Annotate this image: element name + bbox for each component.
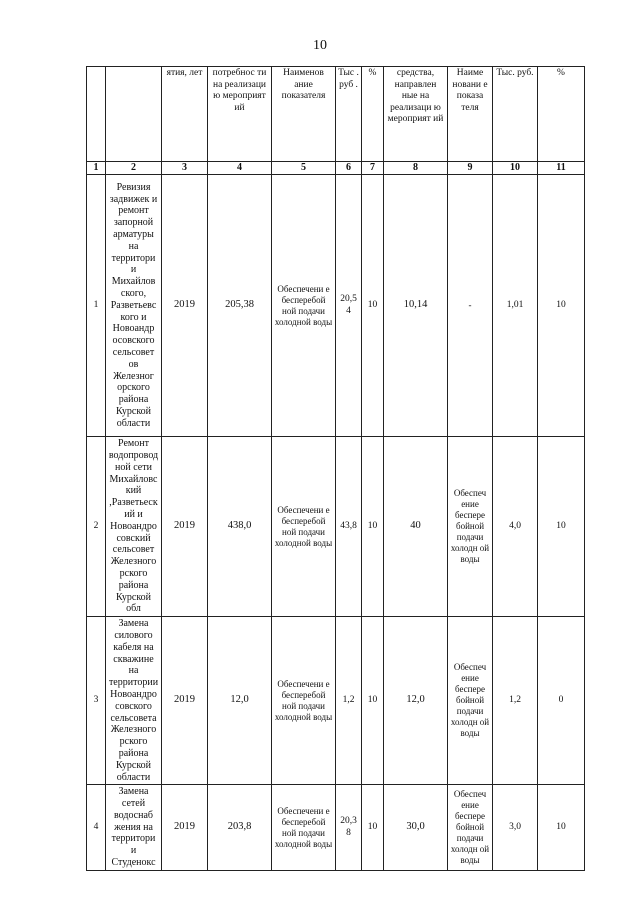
funds-cell: 30,0 — [384, 785, 448, 871]
column-number: 4 — [208, 162, 272, 175]
table-row — [87, 437, 585, 617]
header-cell: потребнос ти на реализаци ю мероприят ий — [208, 67, 272, 162]
indicator-cell: Обеспечени е бесперебой ной подачи холодной воды — [272, 437, 336, 617]
indicator2-cell: Обеспеч ение беспере бойной подачи холодн ой воды — [448, 785, 493, 871]
column-number: 7 — [362, 162, 384, 175]
table-row — [87, 785, 585, 871]
column-number: 1 — [87, 162, 106, 175]
column-number: 3 — [162, 162, 208, 175]
percent-cell: 10 — [362, 617, 384, 785]
indicator-cell: Обеспечени е бесперебой ной подачи холодной воды — [272, 785, 336, 871]
column-number: 10 — [493, 162, 538, 175]
need-cell: 12,0 — [208, 617, 272, 785]
thousand-rub-cell: 20,5 4 — [336, 175, 362, 437]
header-cell: Наименов ание показателя — [272, 67, 336, 162]
year-cell: 2019 — [162, 175, 208, 437]
percent-cell: 10 — [362, 785, 384, 871]
header-cell: % — [362, 67, 384, 162]
funds-cell: 40 — [384, 437, 448, 617]
measure-name: Ремонт водопровод ной сети Михайловс кий ,Разветьеск ий и Новоандро совский сельсовет Железного рского района Курской обл — [106, 437, 162, 617]
column-number: 11 — [538, 162, 585, 175]
indicator2-cell: - — [448, 175, 493, 437]
header-row — [87, 67, 585, 162]
indicator-cell: Обеспечени е бесперебой ной подачи холодной воды — [272, 617, 336, 785]
year-cell: 2019 — [162, 785, 208, 871]
thousand-rub-cell: 43,8 — [336, 437, 362, 617]
column-number: 6 — [336, 162, 362, 175]
column-number: 5 — [272, 162, 336, 175]
funds-cell: 12,0 — [384, 617, 448, 785]
header-cell: % — [538, 67, 585, 162]
thousand-rub2-cell: 1,01 — [493, 175, 538, 437]
year-cell: 2019 — [162, 617, 208, 785]
thousand-rub2-cell: 3,0 — [493, 785, 538, 871]
need-cell: 203,8 — [208, 785, 272, 871]
row-number: 1 — [87, 175, 106, 437]
header-cell: Тыс. руб. — [493, 67, 538, 162]
thousand-rub-cell: 20,3 8 — [336, 785, 362, 871]
percent2-cell: 10 — [538, 437, 585, 617]
row-number: 4 — [87, 785, 106, 871]
percent2-cell: 0 — [538, 617, 585, 785]
page-number: 10 — [313, 38, 327, 53]
funds-cell: 10,14 — [384, 175, 448, 437]
year-cell: 2019 — [162, 437, 208, 617]
indicator-cell: Обеспечени е бесперебой ной подачи холодной воды — [272, 175, 336, 437]
header-cell — [106, 67, 162, 162]
table-row — [87, 617, 585, 785]
measure-name: Замена силового кабеля на скважине на территории Новоандро совского сельсовета Железного рского района Курской области — [106, 617, 162, 785]
header-cell: средства, направлен ные на реализаци ю мероприят ий — [384, 67, 448, 162]
column-number-row — [87, 162, 585, 175]
header-cell: Тыс . руб . — [336, 67, 362, 162]
indicator2-cell: Обеспеч ение беспере бойной подачи холодн ой воды — [448, 437, 493, 617]
percent2-cell: 10 — [538, 785, 585, 871]
need-cell: 205,38 — [208, 175, 272, 437]
thousand-rub-cell: 1,2 — [336, 617, 362, 785]
indicator2-cell: Обеспеч ение беспере бойной подачи холодн ой воды — [448, 617, 493, 785]
row-number: 2 — [87, 437, 106, 617]
column-number: 2 — [106, 162, 162, 175]
measure-name: Ревизия задвижек и ремонт запорной арматуры на территори и Михайлов ского, Разветьевс кого и Новоандр осовского сельсовет ов Железног орского района Курской области — [106, 175, 162, 437]
measures-table — [86, 66, 585, 871]
percent-cell: 10 — [362, 437, 384, 617]
percent2-cell: 10 — [538, 175, 585, 437]
header-cell — [87, 67, 106, 162]
column-number: 8 — [384, 162, 448, 175]
column-number: 9 — [448, 162, 493, 175]
measure-name: Замена сетей водоснаб жения на территори и Студенокс — [106, 785, 162, 871]
header-cell: Наиме новани е показа теля — [448, 67, 493, 162]
table-row — [87, 175, 585, 437]
need-cell: 438,0 — [208, 437, 272, 617]
header-cell: ятия, лет — [162, 67, 208, 162]
percent-cell: 10 — [362, 175, 384, 437]
row-number: 3 — [87, 617, 106, 785]
thousand-rub2-cell: 4,0 — [493, 437, 538, 617]
thousand-rub2-cell: 1,2 — [493, 617, 538, 785]
